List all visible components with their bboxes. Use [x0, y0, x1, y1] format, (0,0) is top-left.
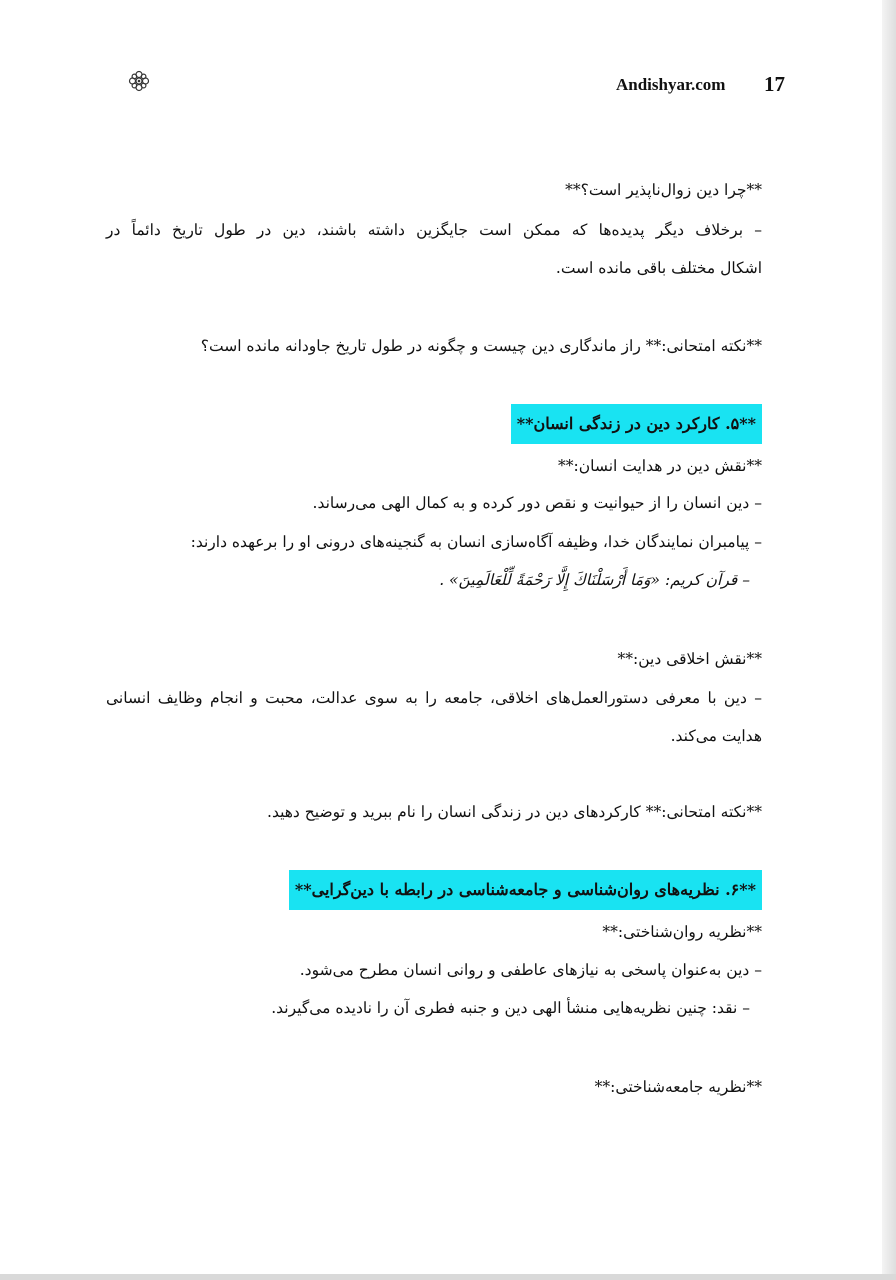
page-number: 17: [764, 72, 785, 96]
section-5-heading: **۵. کارکرد دین در زندگی انسان**: [511, 404, 762, 444]
subheading-sociological-theory: **نظریه جامعه‌شناختی:**: [594, 1078, 762, 1096]
paragraph-line: – دین با معرفی دستورالعمل‌های اخلاقی، جامعه را به سوی عدالت، محبت و انجام وظایف انسانی: [106, 689, 762, 707]
header-site-name: Andishyar.com: [616, 75, 726, 94]
paragraph-line: – برخلاف دیگر پدیده‌ها که ممکن است جایگزین داشته باشند، دین در طول تاریخ دائماً در: [106, 221, 762, 239]
flower-ornament-icon: [128, 70, 150, 92]
question-title-religion-permanence: **چرا دین زوال‌ناپذیر است؟**: [565, 181, 762, 199]
page-edge-bottom: [0, 1274, 896, 1280]
paragraph-line: اشکال مختلف باقی مانده است.: [555, 259, 762, 277]
subheading-guidance: **نقش دین در هدایت انسان:**: [558, 457, 762, 475]
quran-verse-item: – قرآن کریم: «وَمَا أَرْسَلْنَاكَ إِلَّا رَحْمَةً لِّلْعَالَمِينَ» .: [439, 571, 750, 589]
bullet-item: – پیامبران نمایندگان خدا، وظیفه آگاه‌سازی انسان به گنجینه‌های درونی او را برعهده دارند:: [190, 533, 762, 551]
section-6-heading: **۶. نظریه‌های روان‌شناسی و جامعه‌شناسی در رابطه با دین‌گرایی**: [289, 870, 762, 910]
bullet-item: – دین به‌عنوان پاسخی به نیازهای عاطفی و روانی انسان مطرح می‌شود.: [299, 961, 762, 979]
bullet-item: – دین انسان را از حیوانیت و نقص دور کرده و به کمال الهی می‌رساند.: [312, 494, 762, 512]
subheading-ethics: **نقش اخلاقی دین:**: [617, 650, 762, 668]
exam-note-2: **نکته امتحانی:** کارکردهای دین در زندگی انسان را نام ببرید و توضیح دهید.: [267, 803, 762, 821]
subheading-psychological-theory: **نظریه روان‌شناختی:**: [602, 923, 762, 941]
page-edge-right: [882, 0, 896, 1280]
paragraph-line: هدایت می‌کند.: [670, 727, 762, 745]
bullet-item: – نقد: چنین نظریه‌هایی منشأ الهی دین و جنبه فطری آن را نادیده می‌گیرند.: [271, 999, 750, 1017]
exam-note-1: **نکته امتحانی:** راز ماندگاری دین چیست و چگونه در طول تاریخ جاودانه مانده است؟: [200, 337, 762, 355]
